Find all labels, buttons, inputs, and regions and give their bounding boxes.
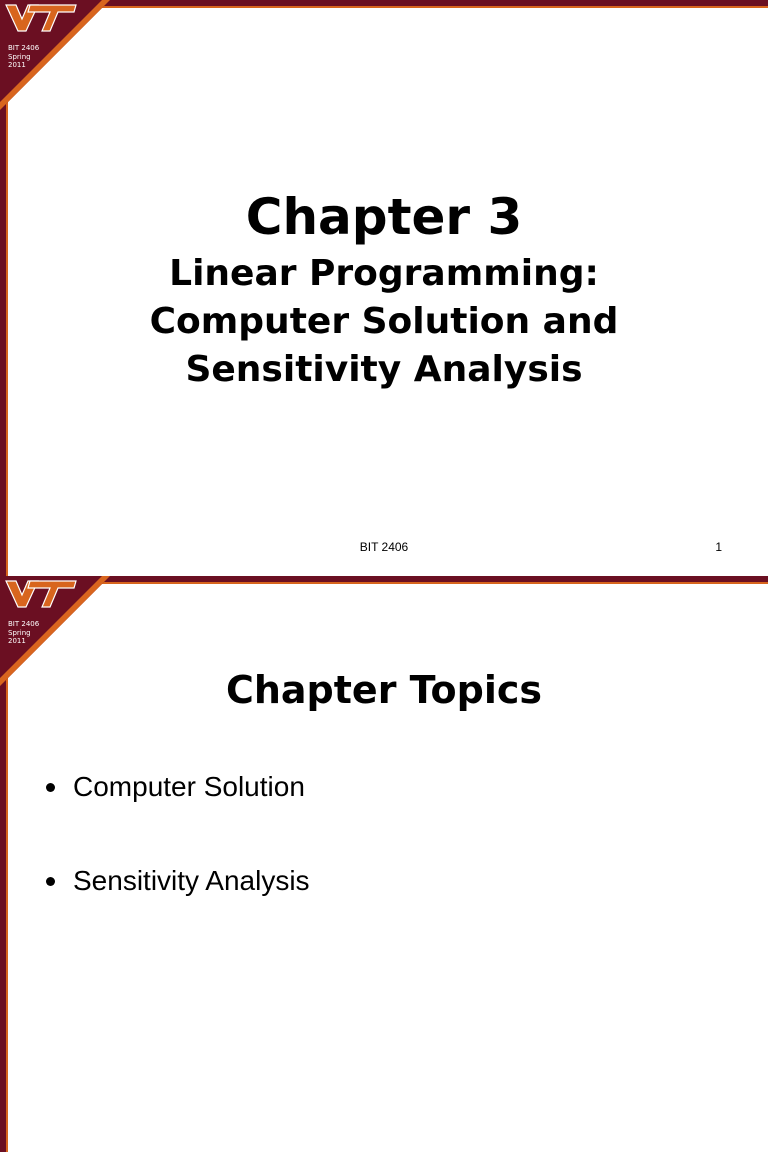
slide-subtitle: Linear Programming: Computer Solution and Sensitivity Analysis (149, 253, 619, 390)
corner-course-label: BIT 2406 Spring 2011 (8, 44, 40, 69)
bullet-icon (46, 783, 55, 792)
slide-footer: BIT 2406 (359, 540, 409, 554)
top-border (0, 0, 768, 6)
slide-2 (0, 576, 768, 1152)
bullet-text: Sensitivity Analysis (73, 865, 310, 896)
bullet-text: Computer Solution (73, 771, 305, 802)
slide-page-number: 1 (715, 540, 722, 554)
list-item (46, 771, 310, 803)
top-border (0, 576, 768, 582)
bullet-icon (46, 877, 55, 886)
slide-title: Chapter 3 (245, 188, 523, 246)
slide-title: Chapter Topics (225, 668, 543, 712)
list-item (46, 865, 310, 897)
bullet-list (46, 771, 310, 959)
corner-course-label: BIT 2406 Spring 2011 (8, 620, 40, 645)
